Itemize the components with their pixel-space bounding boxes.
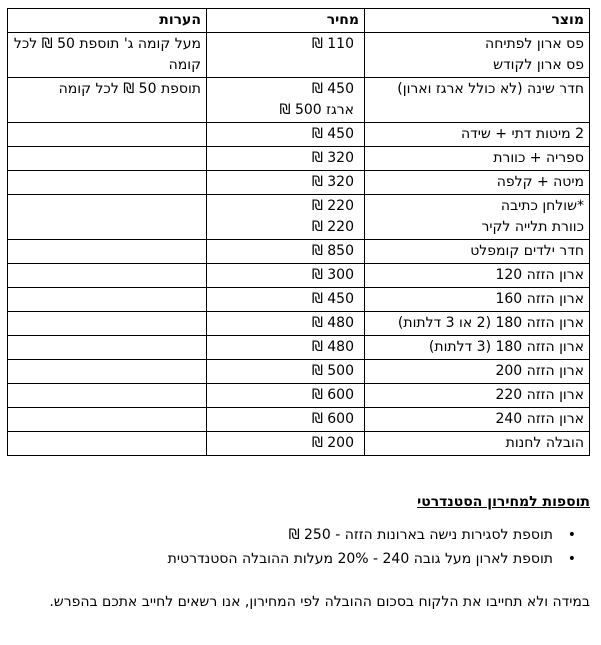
product-name: ארון הזזה 160 bbox=[495, 291, 584, 307]
price-cell bbox=[207, 171, 365, 195]
price-cell bbox=[207, 147, 365, 171]
table-row bbox=[8, 171, 590, 195]
price-value: 300 ₪ bbox=[311, 267, 354, 283]
price-table bbox=[7, 8, 590, 456]
price-cell bbox=[207, 360, 365, 384]
table-row bbox=[8, 78, 590, 123]
notes-cell bbox=[8, 408, 207, 432]
price-cell bbox=[207, 264, 365, 288]
product-cell bbox=[365, 408, 590, 432]
table-header-row bbox=[8, 9, 590, 33]
product-name: חדר ילדים קומפלט bbox=[470, 243, 584, 259]
product-cell bbox=[365, 336, 590, 360]
price-value: 480 ₪ bbox=[311, 315, 354, 331]
notes-cell bbox=[8, 195, 207, 240]
product-cell bbox=[365, 33, 590, 78]
table-row bbox=[8, 312, 590, 336]
notes-cell bbox=[8, 264, 207, 288]
price-value: 500 ₪ bbox=[311, 363, 354, 379]
table-row bbox=[8, 432, 590, 456]
product-name: ארון הזזה 120 bbox=[495, 267, 584, 283]
table-row bbox=[8, 408, 590, 432]
price-value: 600 ₪ bbox=[311, 411, 354, 427]
product-name: פס ארון לפתיחה bbox=[485, 36, 584, 52]
price-cell bbox=[207, 33, 365, 78]
product-cell bbox=[365, 288, 590, 312]
closing-note: במידה ולא תחייבו את הלקוח בסכום ההובלה לפי המחירון, אנו רשאים לחייב אתכם בהפרש. bbox=[49, 594, 590, 610]
price-value: 220 ₪ bbox=[311, 198, 354, 214]
price-value: 200 ₪ bbox=[311, 435, 354, 451]
notes-text: תוספת 50 ₪ לכל קומה bbox=[58, 81, 201, 97]
product-cell bbox=[365, 432, 590, 456]
price-cell bbox=[207, 195, 365, 240]
price-value: 480 ₪ bbox=[311, 339, 354, 355]
price-cell bbox=[207, 408, 365, 432]
product-name: ארון הזזה 180 (2 או 3 דלתות) bbox=[397, 315, 584, 331]
header-price: מחיר bbox=[207, 9, 365, 33]
product-name: ארון הזזה 240 bbox=[495, 411, 584, 427]
notes-cell bbox=[8, 312, 207, 336]
price-cell bbox=[207, 336, 365, 360]
notes-cell bbox=[8, 171, 207, 195]
notes-cell bbox=[8, 384, 207, 408]
price-value: 320 ₪ bbox=[311, 174, 354, 190]
notes-text: מעל קומה ג' תוספת 50 ₪ לכל קומה bbox=[13, 36, 201, 73]
price-value: 450 ₪ bbox=[311, 126, 354, 142]
price-value: 450 ₪ bbox=[311, 291, 354, 307]
additions-title: תוספות למחירון הסטנדרטי bbox=[417, 494, 590, 510]
table-row bbox=[8, 240, 590, 264]
price-value: ארגז 500 ₪ bbox=[279, 102, 354, 118]
table-row bbox=[8, 147, 590, 171]
product-name: 2 מיטות דתי + שידה bbox=[461, 126, 584, 142]
notes-cell bbox=[8, 432, 207, 456]
table-row bbox=[8, 336, 590, 360]
table-row bbox=[8, 123, 590, 147]
price-value: 600 ₪ bbox=[311, 387, 354, 403]
price-value: 320 ₪ bbox=[311, 150, 354, 166]
product-name: פס ארון לקודש bbox=[493, 57, 584, 73]
additions-item: • תוספת לסגירות נישה בארונות הזזה - 250 ₪ bbox=[168, 523, 589, 547]
product-name: ספריה + כוורת bbox=[493, 150, 584, 166]
header-product: מוצר bbox=[365, 9, 590, 33]
product-cell bbox=[365, 195, 590, 240]
table-row bbox=[8, 288, 590, 312]
price-cell bbox=[207, 384, 365, 408]
product-cell bbox=[365, 360, 590, 384]
product-name: חדר שינה (לא כולל ארגז וארון) bbox=[397, 81, 584, 97]
notes-cell bbox=[8, 78, 207, 123]
price-value: 850 ₪ bbox=[311, 243, 354, 259]
header-notes: הערות bbox=[8, 9, 207, 33]
product-cell bbox=[365, 312, 590, 336]
product-name: מיטה + קלפה bbox=[496, 174, 584, 190]
notes-cell bbox=[8, 33, 207, 78]
table-row bbox=[8, 195, 590, 240]
notes-cell bbox=[8, 123, 207, 147]
table-row bbox=[8, 360, 590, 384]
price-value: 450 ₪ bbox=[311, 81, 354, 97]
product-cell bbox=[365, 384, 590, 408]
notes-cell bbox=[8, 360, 207, 384]
product-cell bbox=[365, 264, 590, 288]
product-cell bbox=[365, 147, 590, 171]
product-name: ארון הזזה 180 (3 דלתות) bbox=[428, 339, 584, 355]
price-value: 220 ₪ bbox=[311, 219, 354, 235]
price-cell bbox=[207, 240, 365, 264]
product-name: הובלה לחנות bbox=[505, 435, 584, 451]
notes-cell bbox=[8, 147, 207, 171]
product-name: *שולחן כתיבה bbox=[500, 198, 584, 214]
additions-list bbox=[168, 523, 589, 571]
price-cell bbox=[207, 432, 365, 456]
table-row bbox=[8, 33, 590, 78]
product-name: כוורת תלייה לקיר bbox=[481, 219, 584, 235]
price-value: 110 ₪ bbox=[311, 36, 354, 52]
price-cell bbox=[207, 78, 365, 123]
price-cell bbox=[207, 288, 365, 312]
table-body bbox=[8, 33, 590, 456]
product-name: ארון הזזה 200 bbox=[495, 363, 584, 379]
product-cell bbox=[365, 123, 590, 147]
table-row bbox=[8, 384, 590, 408]
product-cell bbox=[365, 171, 590, 195]
product-cell bbox=[365, 240, 590, 264]
product-cell bbox=[365, 78, 590, 123]
table-row bbox=[8, 264, 590, 288]
price-cell bbox=[207, 312, 365, 336]
notes-cell bbox=[8, 288, 207, 312]
notes-cell bbox=[8, 336, 207, 360]
additions-item: • תוספת לארון מעל גובה 240 - 20% מעלות ההובלה הסטנדרטית bbox=[168, 547, 589, 571]
notes-cell bbox=[8, 240, 207, 264]
price-cell bbox=[207, 123, 365, 147]
product-name: ארון הזזה 220 bbox=[495, 387, 584, 403]
